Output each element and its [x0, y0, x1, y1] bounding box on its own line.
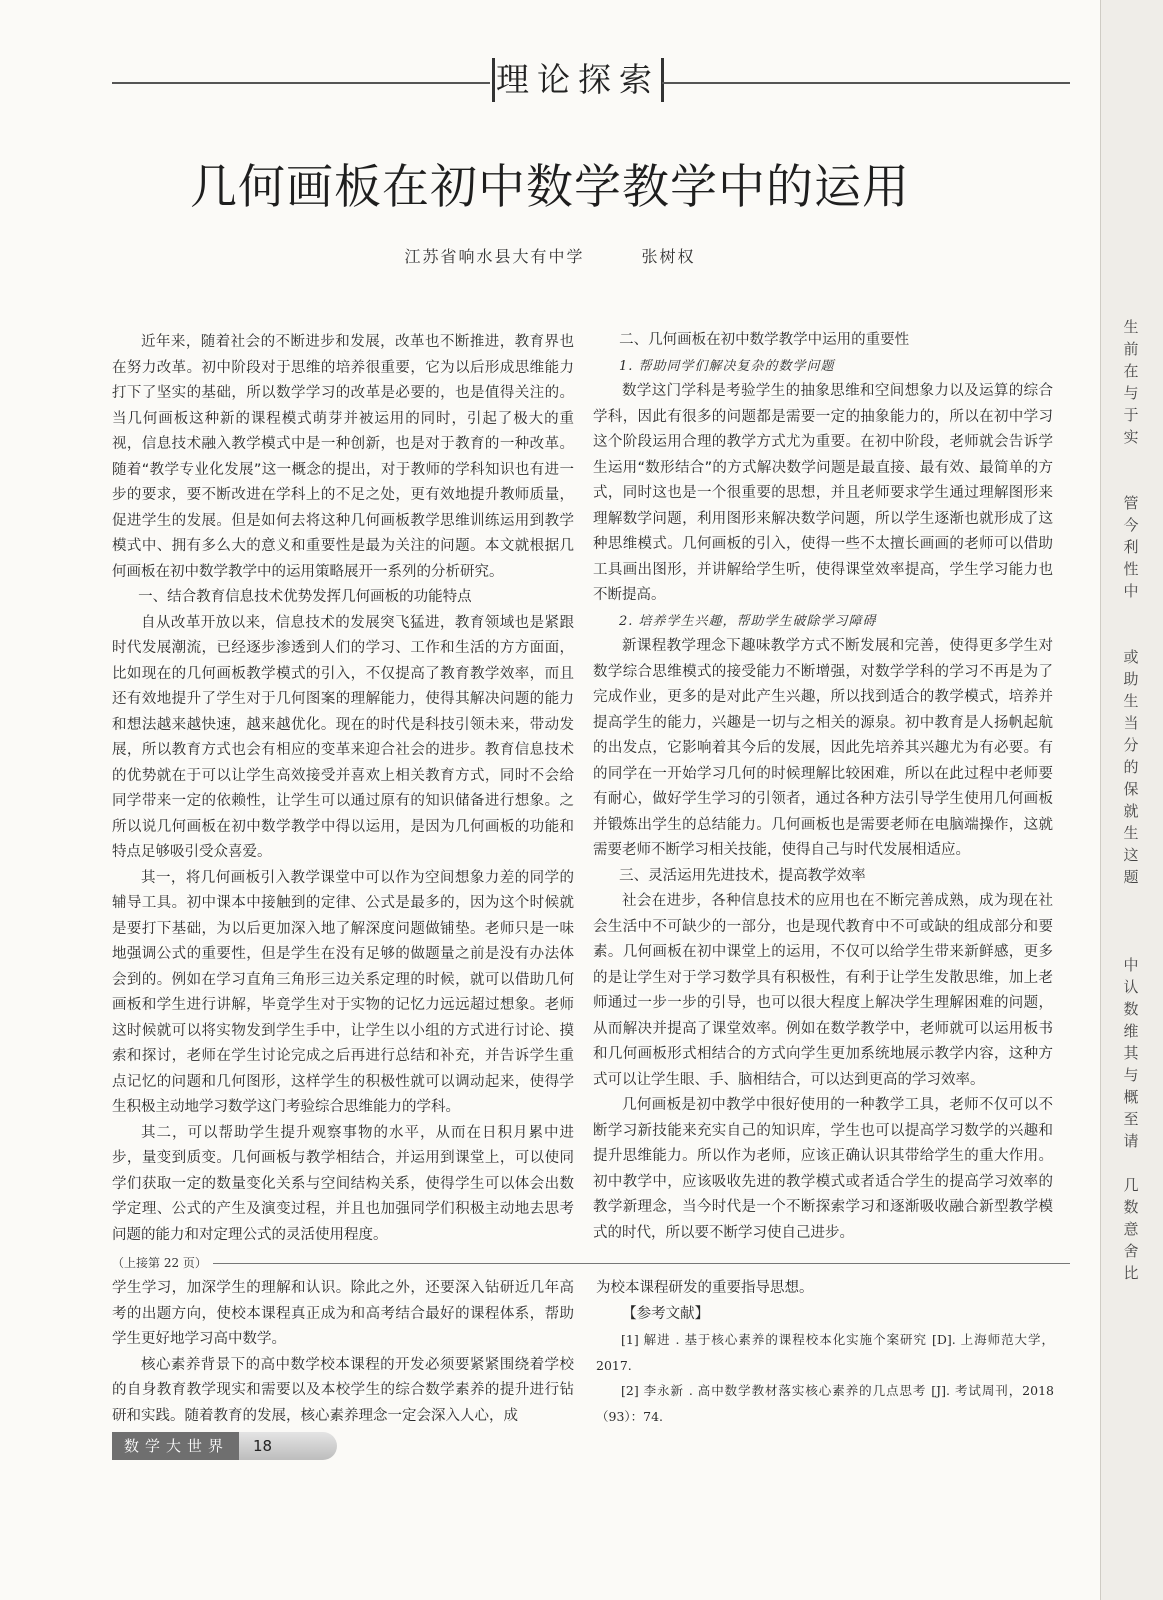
continuation-label: （上接第 22 页）	[112, 1254, 213, 1271]
edge-char: 利	[1123, 538, 1139, 556]
edge-char: 生	[1123, 692, 1139, 710]
edge-char	[1118, 448, 1144, 470]
edge-char: 于	[1123, 406, 1139, 424]
heading-1: 一、结合教育信息技术优势发挥几何画板的功能特点	[138, 589, 472, 605]
edge-char: 认	[1123, 978, 1139, 996]
author-line	[0, 244, 1100, 267]
journal-name: 数学大世界	[112, 1432, 239, 1460]
edge-char: 题	[1123, 868, 1139, 886]
edge-char	[1118, 624, 1144, 646]
header-rule-right	[662, 82, 1070, 84]
edge-char: 请	[1123, 1132, 1139, 1150]
edge-char: 与	[1123, 384, 1139, 402]
continuation-right	[596, 1276, 1054, 1429]
section-header: 理论探索	[492, 58, 664, 102]
edge-char: 其	[1123, 1044, 1139, 1062]
edge-char	[1118, 932, 1144, 954]
edge-char: 意	[1123, 1220, 1139, 1238]
edge-char: 中	[1123, 956, 1139, 974]
references-title: 【参考文献】	[622, 1305, 710, 1322]
paragraph: 社会在进步，各种信息技术的应用也在不断完善成熟，成为现在社会生活中不可缺少的一部分，也是现代教育中不可或缺的组成部分和要素。几何画板在初中课堂上的运用，不仅可以给学生带来新鲜感，更多的是让学生对于学习数学具有积极性，有利于让学生发散思维，加上老师通过一步一步的引导，也可以很大程度上解决学生理解困难的问题，从而解决并提高了课堂效率。例如在数学教学中，老师就可以运用板书和几何画板形式相结合的方式向学生更加系统地展示教学内容，这种方式可以让学生眼、手、脑相结合，可以达到更高的学习效率。	[593, 893, 1053, 1088]
edge-char: 性	[1123, 560, 1139, 578]
edge-char: 当	[1123, 714, 1139, 732]
page-number: 18	[239, 1432, 337, 1460]
edge-char: 概	[1123, 1088, 1139, 1106]
paragraph: 自从改革开放以来，信息技术的发展突飞猛进，教育领域也是紧跟时代发展潮流，已经逐步渗透到人们的学习、工作和生活的方方面面，比如现在的几何画板教学模式的引入，不仅提高了教育教学效率，而且还有效地提升了学生对于几何图案的理解能力，使得其解决问题的能力和想法越来越快速，越来越优化。现在的时代是科技引领未来，带动发展，所以教育方式也会有相应的变革来迎合社会的进步。教育信息技术的优势就在于可以让学生高效接受并喜欢上相关教育方式，同时不会给同学带来一定的依赖性，让学生可以通过原有的知识储备进行想象。之所以说几何画板在初中数学教学中得以运用，是因为几何画板的功能和特点足够吸引受众喜爱。	[112, 614, 574, 860]
edge-char: 舍	[1123, 1242, 1139, 1260]
edge-char	[1118, 470, 1144, 492]
adjacent-page-text	[1118, 316, 1144, 1284]
continuation-rule	[112, 1263, 1070, 1264]
edge-char: 就	[1123, 802, 1139, 820]
edge-char: 数	[1123, 1000, 1139, 1018]
edge-char: 今	[1123, 516, 1139, 534]
edge-char: 实	[1123, 428, 1139, 446]
edge-char: 在	[1123, 362, 1139, 380]
edge-char: 保	[1123, 780, 1139, 798]
reference-item: [2] 李永新 . 高中数学教材落实核心素养的几点思考 [J]. 考试周刊，2018（93）：74.	[596, 1383, 1054, 1424]
paragraph: 为校本课程研发的重要指导思想。	[596, 1280, 814, 1296]
edge-char: 数	[1123, 1198, 1139, 1216]
edge-char: 生	[1123, 824, 1139, 842]
paragraph: 新课程教学理念下趣味教学方式不断发展和完善，使得更多学生对数学综合思维模式的接受能力不断增强，对数学学科的学习不再是为了完成作业，更多的是对此产生兴趣，所以找到适合的教学模式，培养并提高学生的能力，兴趣是一切与之相关的源泉。初中教育是人扬帆起航的出发点，它影响着其今后的发展，因此先培养其兴趣尤为有必要。有的同学在一开始学习几何的时候理解比较困难，所以在此过程中老师要有耐心，做好学生学习的引领者，通过各种方法引导学生使用几何画板并锻炼出学生的总结能力。几何画板也是需要老师在电脑端操作，这就需要老师不断学习相关技能，使得自己与时代发展相适应。	[593, 638, 1053, 858]
author-name: 张树权	[641, 247, 696, 266]
header-rule-left	[112, 82, 490, 84]
edge-char: 这	[1123, 846, 1139, 864]
edge-char: 比	[1123, 1264, 1139, 1282]
edge-char: 助	[1123, 670, 1139, 688]
edge-char	[1118, 602, 1144, 624]
paragraph: 数学这门学科是考验学生的抽象思维和空间想象力以及运算的综合学科，因此有很多的问题都是需要一定的抽象能力的，所以在初中学习这个阶段运用合理的教学方式尤为重要。在初中阶段，老师就会告诉学生运用“数形结合”的方式解决数学问题是最直接、最有效、最简单的方式，同时这也是一个很重要的思想，并且老师要求学生通过理解图形来理解数学问题，利用图形来解决数学问题，所以学生逐渐也就形成了这种思维模式。几何画板的引入，使得一些不太擅长画画的老师可以借助工具画出图形，并讲解给学生听，使得课堂效率提高，学生学习能力也不断提高。	[593, 383, 1053, 603]
heading-3: 三、灵活运用先进技术，提高教学效率	[619, 867, 866, 884]
edge-char: 分	[1123, 736, 1139, 754]
subheading-2: 2. 培养学生兴趣，帮助学生破除学习障碍	[619, 613, 877, 629]
edge-char: 管	[1123, 494, 1139, 512]
paragraph: 核心素养背景下的高中数学校本课程的开发必须要紧紧围绕着学校的自身教育教学现实和需要以及本校学生的综合数学素养的提升进行钻研和实践。随着教育的发展，核心素养理念一定会深入人心，成	[112, 1356, 574, 1424]
intro-paragraph: 近年来，随着社会的不断进步和发展，改革也不断推进，教育界也在努力改革。初中阶段对于思维的培养很重要，它为以后形成思维能力打下了坚实的基础，所以数学学习的改革是必要的，也是值得关注的。当几何画板这种新的课程模式萌芽并被运用的同时，引起了极大的重视，信息技术融入教学模式中是一种创新，也是对于教育的一种改革。随着“教学专业化发展”这一概念的提出，对于教师的学科知识也有进一步的要求，要不断改进在学科上的不足之处，更有效地提升教师质量，促进学生的发展。但是如何去将这种几何画板教学思维训练运用到教学模式中、拥有多么大的意义和重要性是最为关注的问题。本文就根据几何画板在初中数学教学中的运用策略展开一系列的分析研究。	[112, 334, 574, 580]
right-column	[593, 328, 1053, 1246]
left-column	[112, 330, 574, 1248]
continuation-left	[112, 1276, 574, 1429]
subheading-1: 1. 帮助同学们解决复杂的数学问题	[619, 358, 835, 374]
edge-char: 的	[1123, 758, 1139, 776]
edge-char: 与	[1123, 1066, 1139, 1084]
article-title: 几何画板在初中数学教学中的运用	[190, 160, 910, 215]
author-affiliation: 江苏省响水县大有中学	[404, 247, 585, 266]
paragraph: 学生学习，加深学生的理解和认识。除此之外，还要深入钻研近几年高考的出题方向，使校本课程真正成为和高考结合最好的课程体系，帮助学生更好地学习高中数学。	[112, 1280, 574, 1347]
paragraph: 其二，可以帮助学生提升观察事物的水平，从而在日积月累中进步，量变到质变。几何画板与教学相结合，并运用到课堂上，可以使同学们获取一定的数量变化关系与空间结构关系，使得学生可以体会出数学定理、公式的产生及演变过程，并且也加强同学们积极主动地去思考问题的能力和对定理公式的灵活使用程度。	[112, 1124, 574, 1243]
edge-char: 生	[1123, 318, 1139, 336]
edge-char	[1118, 888, 1144, 910]
edge-char: 几	[1123, 1176, 1139, 1194]
paragraph: 其一，将几何画板引入教学课堂中可以作为空间想象力差的同学的辅导工具。初中课本中接触到的定律、公式是最多的，因为这个时候就是要打下基础，为以后更加深入地了解深度问题做铺垫。老师只是一味地强调公式的重要性，但是学生在没有足够的做题量之前是没有办法体会到的。例如在学习直角三角形三边关系定理的时候，就可以借助几何画板和学生进行讲解，毕竟学生对于实物的记忆力远远超过想象。老师这时候就可以将实物发到学生手中，让学生以小组的方式进行讨论、摸索和探讨，老师在学生讨论完成之后再进行总结和补充，并告诉学生重点记忆的问题和几何图形，这样学生的积极性就可以调动起来，使得学生积极主动地学习数学这门考验综合思维能力的学科。	[112, 869, 574, 1115]
paragraph: 几何画板是初中教学中很好使用的一种教学工具，老师不仅可以不断学习新技能来充实自己的知识库，学生也可以提高学习数学的兴趣和提升思维能力。所以作为老师，应该正确认识其带给学生的重大作用。初中教学中，应该吸收先进的教学模式或者适合学生的提高学习效率的教学新理念，当今时代是一个不断探索学习和逐渐吸收融合新型教学模式的时代，所以要不断学习使自己进步。	[593, 1097, 1053, 1241]
edge-char	[1118, 910, 1144, 932]
reference-item: [1] 解进 . 基于核心素养的课程校本化实施个案研究 [D]. 上海师范大学，2017.	[596, 1332, 1054, 1373]
edge-char: 或	[1123, 648, 1139, 666]
page-footer	[112, 1432, 337, 1460]
heading-2: 二、几何画板在初中数学教学中运用的重要性	[619, 332, 910, 348]
edge-char: 前	[1123, 340, 1139, 358]
edge-char	[1118, 1152, 1144, 1174]
edge-char: 中	[1123, 582, 1139, 600]
edge-char: 维	[1123, 1022, 1139, 1040]
edge-char: 至	[1123, 1110, 1139, 1128]
